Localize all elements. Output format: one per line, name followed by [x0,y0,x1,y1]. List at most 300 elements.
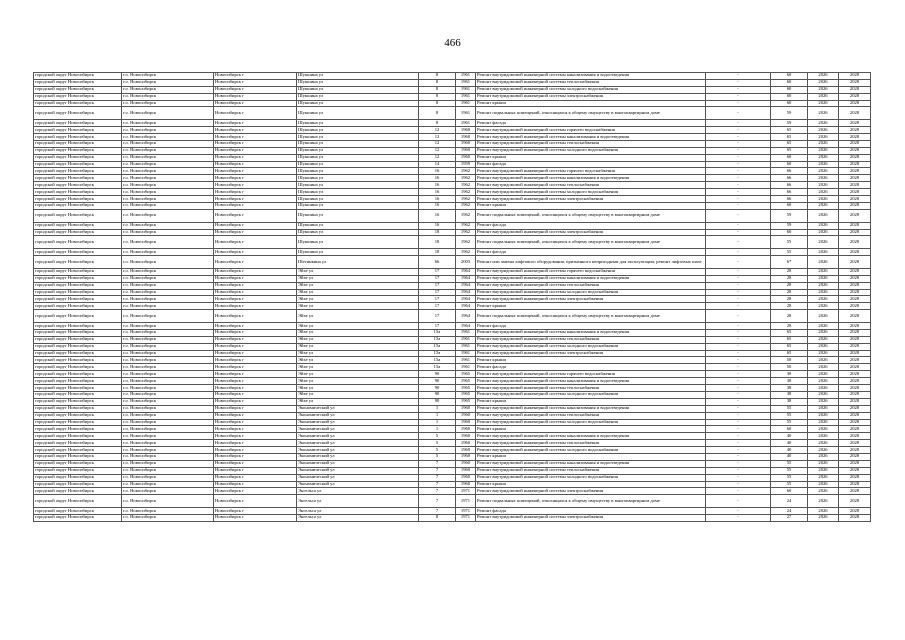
work-type-cell: Ремонт внутридомовой инженерной системы канализования и водоотведения [476,134,706,141]
house-number-cell: 17 [419,275,456,282]
district-cell: г.о. Новосибирск [122,127,214,134]
municipality-cell: городской округ Новосибирск [34,120,122,127]
house-number-cell: 7 [419,495,456,508]
table-row [34,310,871,323]
street-cell: Эйхе ул [297,275,419,282]
house-number-cell: 16 [419,189,456,196]
table-row [34,154,871,161]
year-start-cell: 2026 [808,222,839,229]
street-cell: Эйхе ул [297,289,419,296]
dash-cell: - [706,419,771,426]
municipality-cell: городской округ Новосибирск [34,93,122,100]
table-row [34,175,871,182]
municipality-cell: городской округ Новосибирск [34,398,122,405]
year-start-cell: 2026 [808,100,839,107]
city-cell: Новосибирск г [214,168,297,175]
table-row [34,147,871,154]
municipality-cell: городской округ Новосибирск [34,127,122,134]
dash-cell: - [706,86,771,93]
year-start-cell: 2026 [808,364,839,371]
table-row [34,357,871,364]
municipality-cell: городской округ Новосибирск [34,419,122,426]
year-end-cell: 2028 [839,364,871,371]
municipality-cell: городской округ Новосибирск [34,182,122,189]
street-cell: Шукшина ул [297,127,419,134]
year-end-cell: 2028 [839,440,871,447]
house-number-cell: 7 [419,508,456,515]
municipality-cell: городской округ Новосибирск [34,474,122,481]
year-start-cell: 2026 [808,107,839,120]
table-row [34,296,871,303]
year-end-cell: 2028 [839,275,871,282]
percent-cell: 6* [771,256,808,269]
year-end-cell: 2028 [839,303,871,310]
year-built-cell: 1962 [456,209,476,222]
dash-cell: - [706,336,771,343]
work-type-cell: Ремонт внутридомовой инженерной системы канализования и водоотведения [476,175,706,182]
percent-cell: 28 [771,289,808,296]
work-type-cell: Ремонт внутридомовой инженерной системы канализования и водоотведения [476,329,706,336]
street-cell: Экономический ул [297,412,419,419]
city-cell: Новосибирск г [214,236,297,249]
work-type-cell: Ремонт внутридомовой инженерной системы холодного водоснабжения [476,147,706,154]
work-type-cell: Ремонт внутридомовой инженерной системы теплоснабжения [476,412,706,419]
year-end-cell: 2028 [839,168,871,175]
house-number-cell: 17 [419,303,456,310]
city-cell: Новосибирск г [214,336,297,343]
year-built-cell: 1964 [456,323,476,330]
table-row [34,447,871,454]
district-cell: г.о. Новосибирск [122,282,214,289]
table-row [34,323,871,330]
work-type-cell: Ремонт крыши [476,357,706,364]
district-cell: г.о. Новосибирск [122,371,214,378]
street-cell: Энгельса ул [297,514,419,521]
house-number-cell: 90 [419,398,456,405]
district-cell: г.о. Новосибирск [122,440,214,447]
year-built-cell: 1962 [456,196,476,203]
year-start-cell: 2026 [808,127,839,134]
district-cell: г.о. Новосибирск [122,268,214,275]
work-type-cell: Ремонт внутридомовой инженерной системы канализования и водоотведения [476,405,706,412]
street-cell: Экономический ул [297,453,419,460]
street-cell: Энгельса ул [297,488,419,495]
percent-cell: 60 [771,86,808,93]
street-cell: Экономический ул [297,447,419,454]
work-type-cell: Ремонт внутридомовой инженерной системы теплоснабжения [476,282,706,289]
city-cell: Новосибирск г [214,357,297,364]
table-row [34,268,871,275]
percent-cell: 38 [771,371,808,378]
work-type-cell: Ремонт внутридомовой инженерной системы электроснабжения [476,93,706,100]
city-cell: Новосибирск г [214,405,297,412]
city-cell: Новосибирск г [214,296,297,303]
year-start-cell: 2026 [808,282,839,289]
city-cell: Новосибирск г [214,385,297,392]
percent-cell: 28 [771,323,808,330]
year-built-cell: 1961 [456,357,476,364]
percent-cell: 38 [771,391,808,398]
work-type-cell: Ремонт фасада [476,364,706,371]
house-number-cell: 7 [419,488,456,495]
district-cell: г.о. Новосибирск [122,189,214,196]
house-number-cell: 16 [419,182,456,189]
street-cell: Шетинкина ул [297,256,419,269]
table-row [34,508,871,515]
work-type-cell: Ремонт крыши [476,303,706,310]
municipality-cell: городской округ Новосибирск [34,447,122,454]
work-type-cell: Ремонт подвальных помещений, относящихся к общему имуществу в многоквартирном доме [476,107,706,120]
dash-cell: - [706,378,771,385]
work-type-cell: Ремонт внутридомовой инженерной системы электроснабжения [476,488,706,495]
street-cell: Шукшина ул [297,229,419,236]
table-row [34,419,871,426]
year-end-cell: 2028 [839,209,871,222]
year-built-cell: 1965 [456,391,476,398]
year-end-cell: 2028 [839,134,871,141]
work-type-cell: Ремонт внутридомовой инженерной системы канализования и водоотведения [476,433,706,440]
street-cell: Экономический ул [297,481,419,488]
year-end-cell: 2028 [839,127,871,134]
house-number-cell: 66 [419,256,456,269]
dash-cell: - [706,514,771,521]
street-cell: Шукшина ул [297,120,419,127]
year-built-cell: 1971 [456,508,476,515]
street-cell: Шукшина ул [297,147,419,154]
city-cell: Новосибирск г [214,202,297,209]
street-cell: Шукшина ул [297,222,419,229]
work-type-cell: Ремонт внутридомовой инженерной системы горячего водоснабжения [476,168,706,175]
year-start-cell: 2026 [808,419,839,426]
dash-cell: - [706,323,771,330]
table-row [34,209,871,222]
table-row [34,86,871,93]
table-row [34,107,871,120]
dash-cell: - [706,175,771,182]
percent-cell: 55 [771,419,808,426]
city-cell: Новосибирск г [214,256,297,269]
city-cell: Новосибирск г [214,398,297,405]
work-type-cell: Ремонт внутридомовой инженерной системы электроснабжения [476,229,706,236]
table-row [34,433,871,440]
work-type-cell: Ремонт внутридомовой инженерной системы канализования и водоотведения [476,460,706,467]
year-end-cell: 2028 [839,175,871,182]
dash-cell: - [706,140,771,147]
municipality-cell: городской округ Новосибирск [34,236,122,249]
work-type-cell: Ремонт внутридомовой инженерной системы горячего водоснабжения [476,268,706,275]
year-start-cell: 2026 [808,86,839,93]
dash-cell: - [706,229,771,236]
percent-cell: 65 [771,147,808,154]
percent-cell: 66 [771,196,808,203]
year-end-cell: 2028 [839,161,871,168]
dash-cell: - [706,134,771,141]
municipality-cell: городской округ Новосибирск [34,73,122,80]
house-number-cell: 18 [419,249,456,256]
work-type-cell: Ремонт крыши [476,202,706,209]
table-row [34,336,871,343]
year-end-cell: 2028 [839,343,871,350]
dash-cell: - [706,426,771,433]
table-row [34,282,871,289]
year-built-cell: 1965 [456,398,476,405]
municipality-cell: городской округ Новосибирск [34,453,122,460]
year-built-cell: 2003 [456,256,476,269]
year-end-cell: 2028 [839,86,871,93]
dash-cell: - [706,474,771,481]
city-cell: Новосибирск г [214,350,297,357]
year-end-cell: 2028 [839,222,871,229]
dash-cell: - [706,189,771,196]
work-type-cell: Ремонт подвальных помещений, относящихся к общему имуществу в многоквартирном доме [476,310,706,323]
percent-cell: 28 [771,275,808,282]
street-cell: Эйхе ул [297,357,419,364]
table-row [34,73,871,80]
table-row [34,495,871,508]
table-row [34,249,871,256]
percent-cell: 65 [771,343,808,350]
percent-cell: 28 [771,310,808,323]
house-number-cell: 1 [419,419,456,426]
year-built-cell: 1962 [456,229,476,236]
city-cell: Новосибирск г [214,303,297,310]
table-row [34,140,871,147]
work-type-cell: Ремонт внутридомовой инженерной системы теплоснабжения [476,182,706,189]
house-number-cell: 12 [419,140,456,147]
street-cell: Шукшина ул [297,189,419,196]
dash-cell: - [706,147,771,154]
work-type-cell: Ремонт фасада [476,323,706,330]
percent-cell: 59 [771,209,808,222]
table-row [34,412,871,419]
municipality-cell: городской округ Новосибирск [34,467,122,474]
year-start-cell: 2026 [808,140,839,147]
year-start-cell: 2026 [808,357,839,364]
percent-cell: 60 [771,426,808,433]
district-cell: г.о. Новосибирск [122,229,214,236]
city-cell: Новосибирск г [214,147,297,154]
year-built-cell: 1961 [456,73,476,80]
street-cell: Эйхе ул [297,371,419,378]
year-end-cell: 2028 [839,329,871,336]
work-type-cell: Ремонт крыши [476,481,706,488]
dash-cell: - [706,371,771,378]
house-number-cell: 17 [419,323,456,330]
city-cell: Новосибирск г [214,433,297,440]
percent-cell: 40 [771,453,808,460]
district-cell: г.о. Новосибирск [122,222,214,229]
district-cell: г.о. Новосибирск [122,329,214,336]
street-cell: Эйхе ул [297,391,419,398]
year-built-cell: 1971 [456,514,476,521]
dash-cell: - [706,412,771,419]
city-cell: Новосибирск г [214,275,297,282]
district-cell: г.о. Новосибирск [122,100,214,107]
year-start-cell: 2026 [808,296,839,303]
year-built-cell: 1960 [456,447,476,454]
city-cell: Новосибирск г [214,453,297,460]
dash-cell: - [706,275,771,282]
district-cell: г.о. Новосибирск [122,398,214,405]
municipality-cell: городской округ Новосибирск [34,405,122,412]
percent-cell: 60 [771,154,808,161]
year-start-cell: 2026 [808,73,839,80]
district-cell: г.о. Новосибирск [122,79,214,86]
city-cell: Новосибирск г [214,120,297,127]
city-cell: Новосибирск г [214,196,297,203]
house-number-cell: 12 [419,134,456,141]
year-built-cell: 1962 [456,189,476,196]
year-end-cell: 2028 [839,508,871,515]
year-end-cell: 2028 [839,154,871,161]
municipality-cell: городской округ Новосибирск [34,107,122,120]
municipality-cell: городской округ Новосибирск [34,364,122,371]
house-number-cell: 16 [419,196,456,203]
percent-cell: 60 [771,488,808,495]
district-cell: г.о. Новосибирск [122,488,214,495]
house-number-cell: 8 [419,100,456,107]
year-start-cell: 2026 [808,433,839,440]
work-type-cell: Ремонт внутридомовой инженерной системы холодного водоснабжения [476,343,706,350]
house-number-cell: 8 [419,73,456,80]
table-row [34,426,871,433]
year-end-cell: 2028 [839,419,871,426]
year-end-cell: 2028 [839,371,871,378]
dash-cell: - [706,329,771,336]
work-type-cell: Ремонт внутридомовой инженерной системы теплоснабжения [476,385,706,392]
table-row [34,134,871,141]
year-built-cell: 1964 [456,296,476,303]
table-row [34,189,871,196]
work-type-cell: Ремонт крыши [476,100,706,107]
year-start-cell: 2026 [808,514,839,521]
year-start-cell: 2026 [808,182,839,189]
year-end-cell: 2028 [839,350,871,357]
year-end-cell: 2028 [839,405,871,412]
city-cell: Новосибирск г [214,329,297,336]
dash-cell: - [706,303,771,310]
percent-cell: 66 [771,168,808,175]
year-start-cell: 2026 [808,168,839,175]
municipality-cell: городской округ Новосибирск [34,275,122,282]
house-number-cell: 16 [419,168,456,175]
year-start-cell: 2026 [808,147,839,154]
dash-cell: - [706,385,771,392]
street-cell: Шукшина ул [297,134,419,141]
street-cell: Эйхе ул [297,268,419,275]
table-row [34,100,871,107]
dash-cell: - [706,182,771,189]
house-number-cell: 17 [419,282,456,289]
house-number-cell: 8 [419,86,456,93]
district-cell: г.о. Новосибирск [122,209,214,222]
municipality-cell: городской округ Новосибирск [34,256,122,269]
percent-cell: 66 [771,189,808,196]
municipality-cell: городской округ Новосибирск [34,147,122,154]
house-number-cell: 15а [419,343,456,350]
table-row [34,391,871,398]
dash-cell: - [706,79,771,86]
year-built-cell: 1965 [456,378,476,385]
city-cell: Новосибирск г [214,93,297,100]
municipality-cell: городской округ Новосибирск [34,268,122,275]
year-built-cell: 1961 [456,107,476,120]
year-start-cell: 2026 [808,460,839,467]
percent-cell: 40 [771,447,808,454]
district-cell: г.о. Новосибирск [122,168,214,175]
percent-cell: 55 [771,467,808,474]
year-start-cell: 2026 [808,79,839,86]
year-end-cell: 2028 [839,282,871,289]
year-built-cell: 1960 [456,426,476,433]
house-number-cell: 1 [419,412,456,419]
municipality-cell: городской округ Новосибирск [34,412,122,419]
work-type-cell: Ремонт внутридомовой инженерной системы теплоснабжения [476,440,706,447]
table-row [34,488,871,495]
year-end-cell: 2028 [839,268,871,275]
street-cell: Энгельса ул [297,495,419,508]
work-type-cell: Ремонт крыши [476,453,706,460]
district-cell: г.о. Новосибирск [122,447,214,454]
year-built-cell: 1960 [456,481,476,488]
table-row [34,229,871,236]
year-start-cell: 2026 [808,481,839,488]
city-cell: Новосибирск г [214,134,297,141]
table-row [34,364,871,371]
house-number-cell: 15а [419,357,456,364]
city-cell: Новосибирск г [214,289,297,296]
dash-cell: - [706,93,771,100]
year-built-cell: 1960 [456,419,476,426]
year-start-cell: 2026 [808,336,839,343]
municipality-cell: городской округ Новосибирск [34,385,122,392]
year-start-cell: 2026 [808,405,839,412]
dash-cell: - [706,168,771,175]
dash-cell: - [706,100,771,107]
municipality-cell: городской округ Новосибирск [34,296,122,303]
dash-cell: - [706,222,771,229]
house-number-cell: 8 [419,93,456,100]
percent-cell: 65 [771,350,808,357]
dash-cell: - [706,433,771,440]
district-cell: г.о. Новосибирск [122,495,214,508]
dash-cell: - [706,120,771,127]
year-built-cell: 1965 [456,385,476,392]
house-number-cell: 5 [419,433,456,440]
dash-cell: - [706,488,771,495]
house-number-cell: 15а [419,329,456,336]
district-cell: г.о. Новосибирск [122,236,214,249]
house-number-cell: 14 [419,161,456,168]
year-start-cell: 2026 [808,196,839,203]
year-start-cell: 2026 [808,229,839,236]
table-row [34,120,871,127]
table-row [34,371,871,378]
district-cell: г.о. Новосибирск [122,378,214,385]
table-row [34,256,871,269]
house-number-cell: 8 [419,79,456,86]
house-number-cell: 5 [419,440,456,447]
year-end-cell: 2028 [839,412,871,419]
year-start-cell: 2026 [808,440,839,447]
district-cell: г.о. Новосибирск [122,474,214,481]
city-cell: Новосибирск г [214,79,297,86]
year-start-cell: 2026 [808,398,839,405]
street-cell: Эйхе ул [297,282,419,289]
year-start-cell: 2026 [808,268,839,275]
district-cell: г.о. Новосибирск [122,182,214,189]
percent-cell: 38 [771,398,808,405]
